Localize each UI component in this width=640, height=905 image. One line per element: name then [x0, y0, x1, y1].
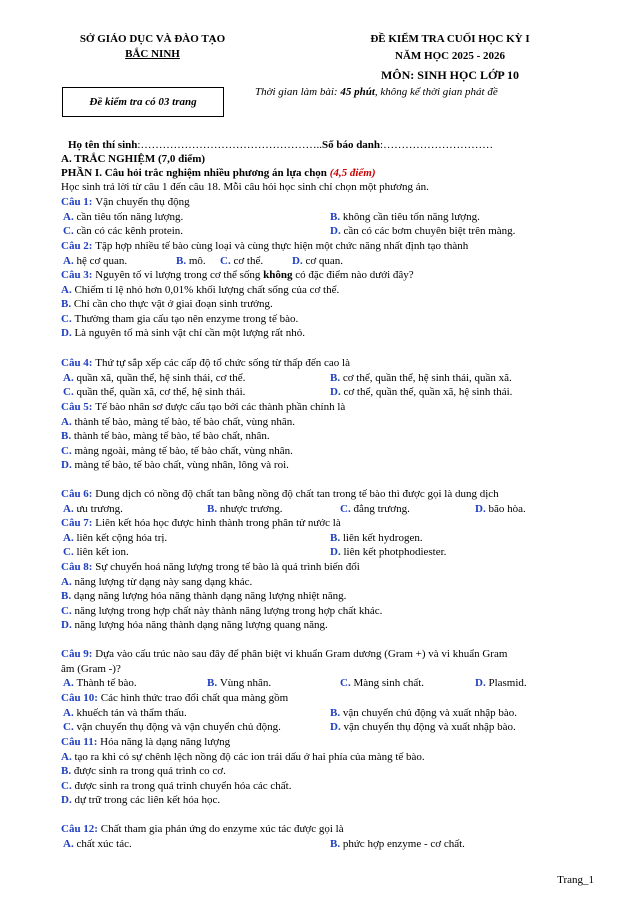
- option-text: năng lượng từ dạng này sang dạng khác.: [74, 575, 253, 588]
- option-letter: B.: [61, 765, 74, 778]
- question-label: Câu 10:: [61, 692, 101, 704]
- option-letter: B.: [61, 298, 74, 311]
- option-text: liên kết ion.: [76, 546, 129, 559]
- answer-option: [63, 837, 132, 851]
- option-letter: C.: [63, 386, 77, 399]
- option-text: liên kết hydrogen.: [342, 531, 423, 544]
- instruction-text: Học sinh trả lời từ câu 1 đến câu 18. Mỗi câu hỏi học sinh chỉ chọn một phương án.: [61, 181, 429, 193]
- option-text: nhược trương.: [219, 502, 283, 515]
- option-text: cơ thể, quần thể, hệ sinh thái, quần xã.: [342, 371, 512, 384]
- option-letter: A.: [63, 254, 77, 267]
- answer-option: [330, 720, 516, 734]
- answer-option: [63, 224, 183, 238]
- option-letter: D.: [61, 794, 75, 807]
- answer-option: [330, 224, 515, 238]
- option-text: thành tế bào, màng tế bào, tế bào chất, vùng nhân.: [74, 415, 295, 428]
- option-text: chất xúc tác.: [76, 837, 132, 850]
- option-text: Màng sinh chất.: [353, 677, 425, 690]
- option-letter: A.: [61, 750, 75, 763]
- answer-option: [61, 618, 328, 632]
- answer-option: [63, 720, 281, 734]
- question-stem: [61, 516, 600, 530]
- option-letter: B.: [61, 590, 74, 603]
- answer-option: [475, 676, 527, 690]
- option-text: phức hợp enzyme - cơ chất.: [342, 837, 465, 850]
- option-text: cơ thể, quần thể, quần xã, hệ sinh thái.: [343, 386, 513, 399]
- answer-option: [61, 415, 295, 429]
- answer-option: [340, 502, 410, 516]
- answer-option: [330, 837, 465, 851]
- option-text: Plasmid.: [488, 677, 527, 690]
- answer-option: [176, 254, 206, 268]
- answer-option: [61, 458, 289, 472]
- answer-option: [61, 326, 305, 340]
- question-stem: [61, 822, 600, 836]
- option-letter: D.: [330, 546, 344, 559]
- option-letter: A.: [63, 502, 77, 515]
- answer-option: [63, 371, 245, 385]
- answer-option: [61, 750, 425, 764]
- subject-title: MÔN: SINH HỌC LỚP 10: [380, 68, 519, 82]
- option-letter: A.: [61, 575, 75, 588]
- option-letter: C.: [340, 502, 354, 515]
- option-text: cần có các bơm chuyên biệt trên màng.: [343, 225, 516, 238]
- question-text: Dung dịch có nồng độ chất tan bằng nồng độ chất tan trong tế bào thì được gọi là dung dịch: [95, 488, 499, 500]
- option-letter: A.: [63, 531, 77, 544]
- answer-option: [61, 297, 273, 311]
- question-label: Câu 2:: [61, 240, 96, 252]
- question-stem: [61, 239, 600, 253]
- page-footer: Trang_1: [557, 874, 594, 886]
- province-name: BẮC NINH: [125, 48, 180, 60]
- answer-option: [63, 706, 187, 720]
- page-count-box: Đề kiểm tra có 03 trang: [62, 87, 224, 117]
- option-letter: D.: [475, 502, 489, 515]
- question-text: Vận chuyển thụ động: [95, 196, 190, 208]
- option-text: đẳng trương.: [353, 502, 410, 515]
- question-label: Câu 5:: [61, 401, 96, 413]
- department-name: SỞ GIÁO DỤC VÀ ĐÀO TẠO: [79, 33, 226, 45]
- answer-option: [61, 575, 252, 589]
- option-letter: D.: [61, 327, 75, 340]
- question-stem: [61, 735, 600, 749]
- question-stem: [61, 400, 600, 414]
- option-letter: D.: [330, 386, 344, 399]
- question-text: có đặc điểm nào dưới đây?: [292, 269, 414, 281]
- question-text: Các hình thức trao đổi chất qua màng gồm: [100, 692, 289, 704]
- section-a-title: A. TRẮC NGHIỆM (7,0 điểm): [61, 153, 206, 165]
- option-letter: B.: [207, 677, 220, 690]
- answer-option: [207, 676, 271, 690]
- question-text: Nguyên tố vi lượng trong cơ thể sống: [95, 269, 264, 281]
- option-letter: C.: [63, 546, 77, 559]
- answer-option: [61, 589, 346, 603]
- answer-option: [61, 779, 292, 793]
- option-letter: B.: [330, 371, 343, 384]
- option-text: Chiếm tỉ lệ nhỏ hơn 0,01% khối lượng chất sống của cơ thể.: [74, 283, 340, 296]
- option-letter: C.: [63, 721, 77, 734]
- answer-option: [292, 254, 343, 268]
- answer-option: [220, 254, 263, 268]
- question-label: Câu 3:: [61, 269, 96, 281]
- option-text: thành tế bào, màng tế bào, tế bào chất, nhân.: [73, 430, 270, 443]
- option-text: được sinh ra trong quá trình co cơ.: [73, 765, 226, 778]
- option-letter: A.: [63, 210, 77, 223]
- question-label: Câu 1:: [61, 196, 96, 208]
- option-text: Thường tham gia cấu tạo nên enzyme trong tế bào.: [74, 312, 299, 325]
- question-label: Câu 11:: [61, 736, 101, 748]
- answer-option: [63, 254, 127, 268]
- question-label: Câu 9:: [61, 648, 96, 660]
- question-text: Liên kết hóa học được hình thành trong phân tử nước là: [95, 517, 341, 529]
- option-text: ưu trương.: [76, 502, 123, 515]
- question-text: Tế bào nhân sơ được cấu tạo bởi các thành phần chính là: [95, 401, 346, 413]
- option-letter: A.: [63, 371, 77, 384]
- question-stem: [61, 195, 600, 209]
- option-text: không cần tiêu tốn năng lượng.: [342, 210, 480, 223]
- option-text: màng ngoài, màng tế bào, tế bào chất, vùng nhân.: [74, 444, 293, 457]
- option-letter: C.: [61, 779, 75, 792]
- option-text: tạo ra khi có sự chênh lệch nồng độ các ion trái dấu ở hai phía của màng tế bào.: [74, 750, 425, 763]
- answer-option: [330, 385, 512, 399]
- answer-option: [63, 545, 129, 559]
- option-text: năng lượng trong hợp chất này thành năng lượng trong hợp chất khác.: [74, 604, 383, 617]
- answer-option: [61, 429, 270, 443]
- question-text: Sự chuyển hoá năng lượng trong tế bào là quá trình biến đổi: [95, 561, 360, 573]
- answer-option: [330, 706, 517, 720]
- option-text: vận chuyển thụ động và vận chuyển chủ động.: [76, 721, 281, 734]
- answer-option: [61, 793, 220, 807]
- answer-option: [61, 444, 293, 458]
- option-text: hệ cơ quan.: [76, 254, 128, 267]
- question-stem: [61, 356, 600, 370]
- option-text: Là nguyên tố mà sinh vật chỉ cần một lượng rất nhỏ.: [74, 327, 305, 340]
- option-text: màng tế bào, tế bào chất, vùng nhân, lông và roi.: [74, 459, 289, 472]
- question-label: Câu 8:: [61, 561, 96, 573]
- option-letter: B.: [176, 254, 189, 267]
- option-letter: C.: [61, 312, 75, 325]
- option-text: năng lượng hóa năng thành dạng năng lượng quang năng.: [74, 619, 328, 632]
- school-year: NĂM HỌC 2025 - 2026: [395, 50, 505, 62]
- option-letter: B.: [330, 210, 343, 223]
- answer-option: [61, 604, 382, 618]
- part1-title: PHẦN I. Câu hỏi trắc nghiệm nhiều phương án lựa chọn (4,5 điểm): [61, 167, 376, 179]
- question-stem: [61, 560, 600, 574]
- option-text: cơ thể.: [233, 254, 264, 267]
- answer-option: [330, 371, 512, 385]
- option-text: dự trữ trong các liên kết hóa học.: [74, 794, 221, 807]
- option-letter: B.: [330, 706, 343, 719]
- question-stem: [61, 268, 600, 282]
- option-text: khuếch tán và thẩm thấu.: [76, 706, 187, 719]
- answer-option: [61, 312, 298, 326]
- option-text: Thành tế bào.: [76, 677, 137, 690]
- option-text: cần có các kênh protein.: [76, 225, 184, 238]
- option-text: dạng năng lượng hóa năng thành dạng năng lượng nhiệt năng.: [73, 590, 347, 603]
- option-letter: A.: [63, 837, 77, 850]
- option-letter: D.: [475, 677, 489, 690]
- option-text: mô.: [188, 254, 206, 267]
- option-letter: D.: [330, 721, 344, 734]
- answer-option: [63, 210, 183, 224]
- option-text: vận chuyển chủ động và xuất nhập bào.: [342, 706, 517, 719]
- option-letter: D.: [292, 254, 306, 267]
- answer-option: [207, 502, 283, 516]
- question-text: Dựa vào cấu trúc nào sau đây để phân biệt vi khuẩn Gram dương (Gram +) và vi khuẩn Gram: [95, 648, 508, 660]
- option-text: bão hòa.: [488, 502, 526, 515]
- student-info-line: Họ tên thí sinh:…………………………………………..Số báo danh:…………………………: [68, 139, 494, 151]
- option-text: liên kết photphodiester.: [343, 546, 447, 559]
- option-text: vận chuyển thụ động và xuất nhập bào.: [343, 721, 516, 734]
- question-text: Hóa năng là dạng năng lượng: [100, 736, 231, 748]
- answer-option: [475, 502, 526, 516]
- question-stem: [61, 647, 600, 661]
- option-letter: B.: [330, 531, 343, 544]
- question-text: Thứ tự sắp xếp các cấp độ tổ chức sống từ thấp đến cao là: [95, 357, 350, 369]
- question-text: Chất tham gia phản ứng do enzyme xúc tác được gọi là: [100, 823, 344, 835]
- exam-title: ĐỀ KIỂM TRA CUỐI HỌC KỲ I: [370, 33, 530, 45]
- question-stem-continued: âm (Gram -)?: [61, 662, 121, 675]
- option-text: cơ quan.: [305, 254, 344, 267]
- question-label: Câu 6:: [61, 488, 96, 500]
- option-letter: A.: [63, 706, 77, 719]
- answer-option: [330, 210, 480, 224]
- option-letter: C.: [61, 444, 75, 457]
- option-text: Vùng nhân.: [219, 677, 272, 690]
- option-letter: B.: [330, 837, 343, 850]
- option-letter: A.: [61, 283, 75, 296]
- question-label: Câu 12:: [61, 823, 101, 835]
- option-letter: A.: [61, 415, 75, 428]
- option-letter: D.: [61, 619, 75, 632]
- time-line: Thời gian làm bài: 45 phút, không kể thời gian phát đề: [255, 86, 498, 98]
- option-letter: A.: [63, 677, 77, 690]
- question-stem: [61, 487, 600, 501]
- answer-option: [340, 676, 424, 690]
- answer-option: [61, 283, 339, 297]
- option-letter: B.: [61, 430, 74, 443]
- option-text: liên kết cộng hóa trị.: [76, 531, 168, 544]
- option-text: cần tiêu tốn năng lượng.: [76, 210, 184, 223]
- option-letter: C.: [340, 677, 354, 690]
- answer-option: [330, 531, 423, 545]
- question-stem: [61, 691, 600, 705]
- question-emphasis: không: [263, 269, 293, 281]
- option-text: quần xã, quần thể, hệ sinh thái, cơ thể.: [76, 371, 246, 384]
- option-letter: B.: [207, 502, 220, 515]
- question-label: Câu 7:: [61, 517, 96, 529]
- option-text: quần thể, quần xã, cơ thể, hệ sinh thái.: [76, 386, 246, 399]
- option-letter: C.: [61, 604, 75, 617]
- option-letter: C.: [63, 225, 77, 238]
- option-letter: D.: [61, 459, 75, 472]
- answer-option: [63, 531, 167, 545]
- answer-option: [63, 676, 137, 690]
- question-text: Tập hợp nhiều tế bào cùng loại và cùng thực hiện một chức năng nhất định tạo thành: [95, 240, 469, 252]
- option-text: Chỉ cần cho thực vật ở giai đoạn sinh trưởng.: [73, 298, 273, 311]
- answer-option: [61, 764, 226, 778]
- answer-option: [63, 385, 245, 399]
- option-letter: D.: [330, 225, 344, 238]
- option-letter: C.: [220, 254, 234, 267]
- answer-option: [330, 545, 446, 559]
- option-text: được sinh ra trong quá trình chuyển hóa các chất.: [74, 779, 292, 792]
- answer-option: [63, 502, 123, 516]
- question-label: Câu 4:: [61, 357, 96, 369]
